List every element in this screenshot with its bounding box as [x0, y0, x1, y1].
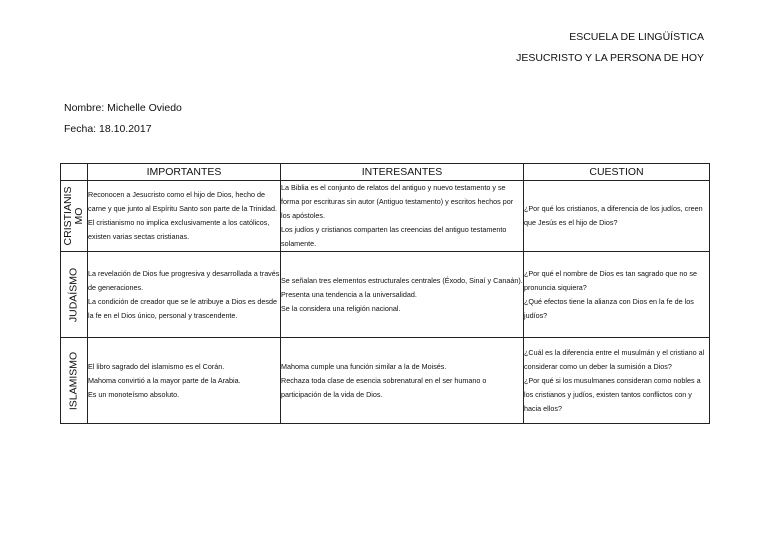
school-title: ESCUELA DE LINGÜÍSTICA	[569, 31, 704, 43]
cell-paragraph: Se la considera una religión nacional.	[281, 303, 401, 313]
row-label-cell	[61, 338, 88, 424]
cell-paragraph: Presenta una tendencia a la universalidad.	[281, 289, 417, 299]
row-label-cell	[61, 252, 88, 338]
cell-paragraph: ¿Por qué los cristianos, a diferencia de los judíos, creen que Jesús es el hijo de Dios?	[524, 204, 703, 227]
cell-paragraph: El cristianismo no implica exclusivamente a los católicos, existen varias sectas cristianas.	[88, 218, 270, 241]
cell-paragraph: ¿Cuál es la diferencia entre el musulmán y el cristiano al considerar como un deber la sumisión a Dios?	[524, 347, 705, 371]
cell-paragraph: ¿Por qué el nombre de Dios es tan sagrado que no se pronuncia siquiera?	[524, 268, 698, 292]
judaismo-importantes-cell	[88, 252, 281, 338]
islamismo-cuestion-cell	[524, 338, 710, 424]
cell-paragraph: La condición de creador que se le atribuye a Dios es desde la fe en el Dios único, personal y trascendente.	[88, 296, 277, 320]
cristianismo-importantes-cell	[88, 181, 281, 252]
cell-paragraph: La Biblia es el conjunto de relatos del antiguo y nuevo testamento y se forma por escrituras sin autor (Antiguo testamento) y escritos hechos por los apóstoles.	[281, 183, 514, 220]
row-label-cristianismo: CRISTIANIS MO	[62, 186, 85, 246]
cell-paragraph: Los judíos y cristianos comparten las creencias del antiguo testamento solamente.	[281, 225, 507, 248]
table-row-islamismo	[61, 338, 710, 424]
row-label-islamismo: ISLAMISMO	[67, 351, 80, 410]
cell-paragraph: ¿Por qué si los musulmanes consideran como nobles a los cristianos y judíos, existen tantos conflictos con y hacia ellos?	[524, 375, 701, 413]
cristianismo-interesantes-cell	[281, 181, 524, 252]
religion-comparison-table	[60, 163, 710, 424]
cell-paragraph: Rechaza toda clase de esencia sobrenatural en el ser humano o participación de la vida de Dios.	[281, 375, 487, 399]
header-interesantes: INTERESANTES	[281, 164, 524, 181]
cell-paragraph: La revelación de Dios fue progresiva y desarrollada a través de generaciones.	[88, 268, 280, 292]
judaismo-cuestion-cell	[524, 252, 710, 338]
table-row-judaismo	[61, 252, 710, 338]
cell-paragraph: Es un monoteísmo absoluto.	[88, 389, 180, 399]
cell-paragraph: ¿Qué efectos tiene la alianza con Dios en la fe de los judíos?	[524, 296, 694, 320]
table-header-row	[61, 164, 710, 181]
row-label-judaismo: JUDAÍSMO	[67, 267, 80, 322]
judaismo-interesantes-cell	[281, 252, 524, 338]
cell-paragraph: Reconocen a Jesucristo como el hijo de Dios, hecho de carne y que junto al Espíritu Santo son parte de la Trinidad.	[88, 190, 277, 213]
cell-paragraph: El libro sagrado del islamismo es el Corán.	[88, 361, 225, 371]
row-label-cell	[61, 181, 88, 252]
header-cuestion: CUESTION	[524, 164, 710, 181]
header-corner-cell	[61, 164, 88, 181]
table-row-cristianismo	[61, 181, 710, 252]
islamismo-importantes-cell	[88, 338, 281, 424]
islamismo-interesantes-cell	[281, 338, 524, 424]
cristianismo-cuestion-cell	[524, 181, 710, 252]
cell-paragraph: Mahoma cumple una función similar a la de Moisés.	[281, 361, 447, 371]
document-date: Fecha: 18.10.2017	[64, 123, 152, 135]
header-importantes: IMPORTANTES	[88, 164, 281, 181]
student-name: Nombre: Michelle Oviedo	[64, 102, 182, 114]
cell-paragraph: Se señalan tres elementos estructurales centrales (Éxodo, Sinaí y Canaán).	[281, 275, 523, 285]
cell-paragraph: Mahoma convirtió a la mayor parte de la Arabia.	[88, 375, 241, 385]
course-title: JESUCRISTO Y LA PERSONA DE HOY	[516, 52, 704, 64]
